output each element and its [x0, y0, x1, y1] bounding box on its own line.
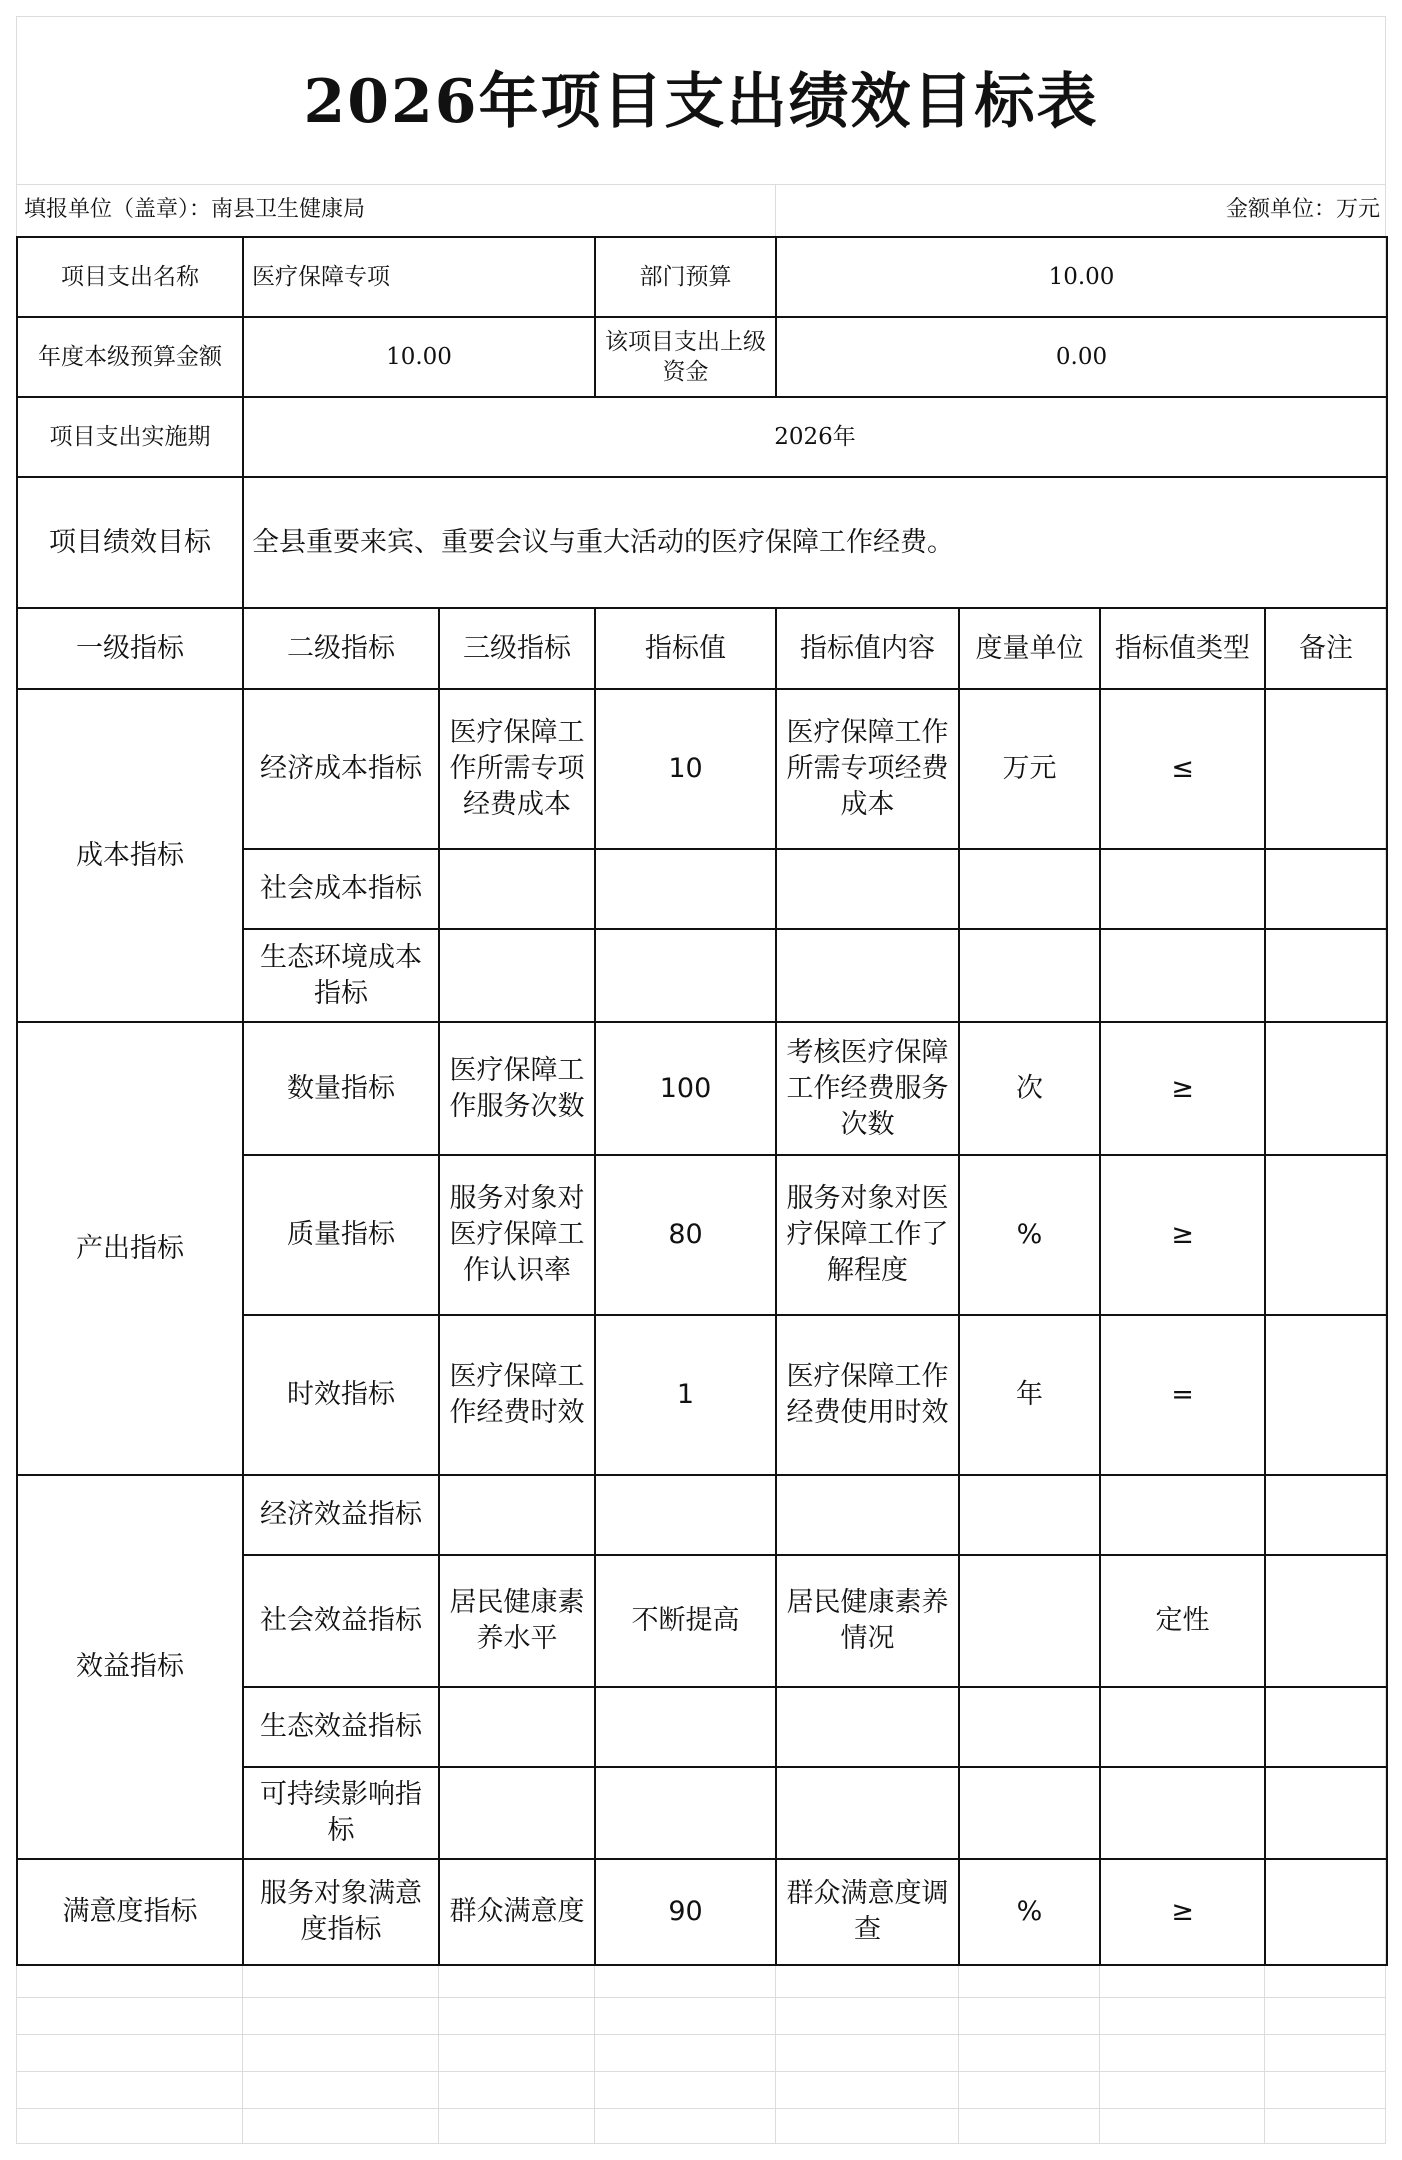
note-cell: [1265, 1475, 1387, 1555]
l3-cell: 群众满意度: [439, 1859, 595, 1965]
content-cell: [776, 1475, 959, 1555]
info-row: [17, 317, 1387, 397]
unit-cell: [959, 1767, 1100, 1859]
l2-cell: 社会成本指标: [243, 849, 439, 929]
l2-cell: 生态环境成本指标: [243, 929, 439, 1022]
value-cell: 10: [595, 689, 776, 849]
upper-funds-label: 该项目支出上级资金: [595, 317, 776, 397]
info-row: [17, 237, 1387, 317]
unit-cell: [959, 1475, 1100, 1555]
l3-cell: 医疗保障工作经费时效: [439, 1315, 595, 1475]
type-cell: 定性: [1100, 1555, 1265, 1687]
value-cell: [595, 849, 776, 929]
upper-funds: 0.00: [776, 317, 1387, 397]
header-row: [17, 608, 1387, 689]
type-cell: ≤: [1100, 689, 1265, 849]
note-cell: [1265, 849, 1387, 929]
l3-cell: 居民健康素养水平: [439, 1555, 595, 1687]
content-cell: 考核医疗保障工作经费服务次数: [776, 1022, 959, 1155]
type-cell: [1100, 1687, 1265, 1767]
type-cell: [1100, 1767, 1265, 1859]
content-cell: 服务对象对医疗保障工作了解程度: [776, 1155, 959, 1315]
table-row: [17, 1859, 1387, 1965]
unit-cell: 万元: [959, 689, 1100, 849]
unit-cell: 年: [959, 1315, 1100, 1475]
l2-cell: 质量指标: [243, 1155, 439, 1315]
l3-cell: [439, 929, 595, 1022]
note-cell: [1265, 1555, 1387, 1687]
note-cell: [1265, 689, 1387, 849]
l3-cell: [439, 849, 595, 929]
dept-budget: 10.00: [776, 237, 1387, 317]
period-label: 项目支出实施期: [17, 397, 243, 477]
value-cell: [595, 1687, 776, 1767]
header-content: 指标值内容: [776, 608, 959, 689]
value-cell: 100: [595, 1022, 776, 1155]
gridline: [16, 2108, 1386, 2109]
gridline: [242, 1960, 243, 2143]
value-cell: 不断提高: [595, 1555, 776, 1687]
l2-cell: 数量指标: [243, 1022, 439, 1155]
unit-cell: [959, 1555, 1100, 1687]
note-cell: [1265, 1155, 1387, 1315]
unit-cell: [959, 849, 1100, 929]
l2-cell: 经济成本指标: [243, 689, 439, 849]
type-cell: ≥: [1100, 1155, 1265, 1315]
note-cell: [1265, 1687, 1387, 1767]
unit-cell: [959, 929, 1100, 1022]
content-cell: 医疗保障工作经费使用时效: [776, 1315, 959, 1475]
l2-cell: 社会效益指标: [243, 1555, 439, 1687]
table-row: [17, 1022, 1387, 1155]
content-cell: [776, 929, 959, 1022]
content-cell: 居民健康素养情况: [776, 1555, 959, 1687]
group-benefit: 效益指标: [17, 1475, 243, 1859]
header-l1: 一级指标: [17, 608, 243, 689]
content-cell: [776, 849, 959, 929]
value-cell: [595, 1767, 776, 1859]
annual-budget: 10.00: [243, 317, 595, 397]
page-title: 2026年项目支出绩效目标表: [303, 67, 1099, 137]
content-cell: [776, 1767, 959, 1859]
gridline: [16, 2034, 1386, 2035]
content-cell: 医疗保障工作所需专项经费成本: [776, 689, 959, 849]
note-cell: [1265, 929, 1387, 1022]
value-cell: [595, 1475, 776, 1555]
l2-cell: 经济效益指标: [243, 1475, 439, 1555]
dept-budget-label: 部门预算: [595, 237, 776, 317]
annual-budget-label: 年度本级预算金额: [17, 317, 243, 397]
project-name: 医疗保障专项: [243, 237, 595, 317]
header-l3: 三级指标: [439, 608, 595, 689]
gridline: [16, 16, 1386, 17]
value-cell: [595, 929, 776, 1022]
type-cell: ≥: [1100, 1022, 1265, 1155]
gridline: [16, 1997, 1386, 1998]
note-cell: [1265, 1859, 1387, 1965]
l3-cell: 医疗保障工作所需专项经费成本: [439, 689, 595, 849]
table-row: [17, 689, 1387, 849]
type-cell: [1100, 1475, 1265, 1555]
l3-cell: [439, 1475, 595, 1555]
group-output: 产出指标: [17, 1022, 243, 1475]
type-cell: [1100, 849, 1265, 929]
group-satisfaction: 满意度指标: [17, 1859, 243, 1965]
l2-cell: 可持续影响指标: [243, 1767, 439, 1859]
header-l2: 二级指标: [243, 608, 439, 689]
l3-cell: [439, 1687, 595, 1767]
l2-cell: 时效指标: [243, 1315, 439, 1475]
goal-text: 全县重要来宾、重要会议与重大活动的医疗保障工作经费。: [243, 477, 1387, 608]
type-cell: =: [1100, 1315, 1265, 1475]
note-cell: [1265, 1767, 1387, 1859]
amount-unit: 金额单位：万元: [1225, 197, 1380, 222]
l2-cell: 生态效益指标: [243, 1687, 439, 1767]
gridline: [775, 184, 776, 236]
gridline: [16, 2143, 1386, 2144]
unit-cell: 次: [959, 1022, 1100, 1155]
l3-cell: [439, 1767, 595, 1859]
performance-table: [16, 236, 1388, 1966]
type-cell: ≥: [1100, 1859, 1265, 1965]
header-unit: 度量单位: [959, 608, 1100, 689]
content-cell: [776, 1687, 959, 1767]
period: 2026年: [243, 397, 1387, 477]
gridline: [775, 1960, 776, 2143]
gridline: [438, 1960, 439, 2143]
gridline: [1264, 1960, 1265, 2143]
value-cell: 90: [595, 1859, 776, 1965]
header-value: 指标值: [595, 608, 776, 689]
l3-cell: 服务对象对医疗保障工作认识率: [439, 1155, 595, 1315]
group-cost: 成本指标: [17, 689, 243, 1022]
gridline: [16, 2071, 1386, 2072]
content-cell: 群众满意度调查: [776, 1859, 959, 1965]
gridline: [594, 1960, 595, 2143]
value-cell: 80: [595, 1155, 776, 1315]
table-row: [17, 1475, 1387, 1555]
l2-cell: 服务对象满意度指标: [243, 1859, 439, 1965]
goal-label: 项目绩效目标: [17, 477, 243, 608]
l3-cell: 医疗保障工作服务次数: [439, 1022, 595, 1155]
info-row: [17, 397, 1387, 477]
unit-cell: %: [959, 1859, 1100, 1965]
unit-cell: [959, 1687, 1100, 1767]
header-note: 备注: [1265, 608, 1387, 689]
gridline: [1099, 1960, 1100, 2143]
header-type: 指标值类型: [1100, 608, 1265, 689]
goal-row: [17, 477, 1387, 608]
note-cell: [1265, 1315, 1387, 1475]
gridline: [958, 1960, 959, 2143]
unit-cell: %: [959, 1155, 1100, 1315]
note-cell: [1265, 1022, 1387, 1155]
gridline: [16, 184, 1386, 185]
value-cell: 1: [595, 1315, 776, 1475]
type-cell: [1100, 929, 1265, 1022]
project-name-label: 项目支出名称: [17, 237, 243, 317]
reporting-unit: 填报单位（盖章）：南县卫生健康局: [24, 197, 366, 222]
